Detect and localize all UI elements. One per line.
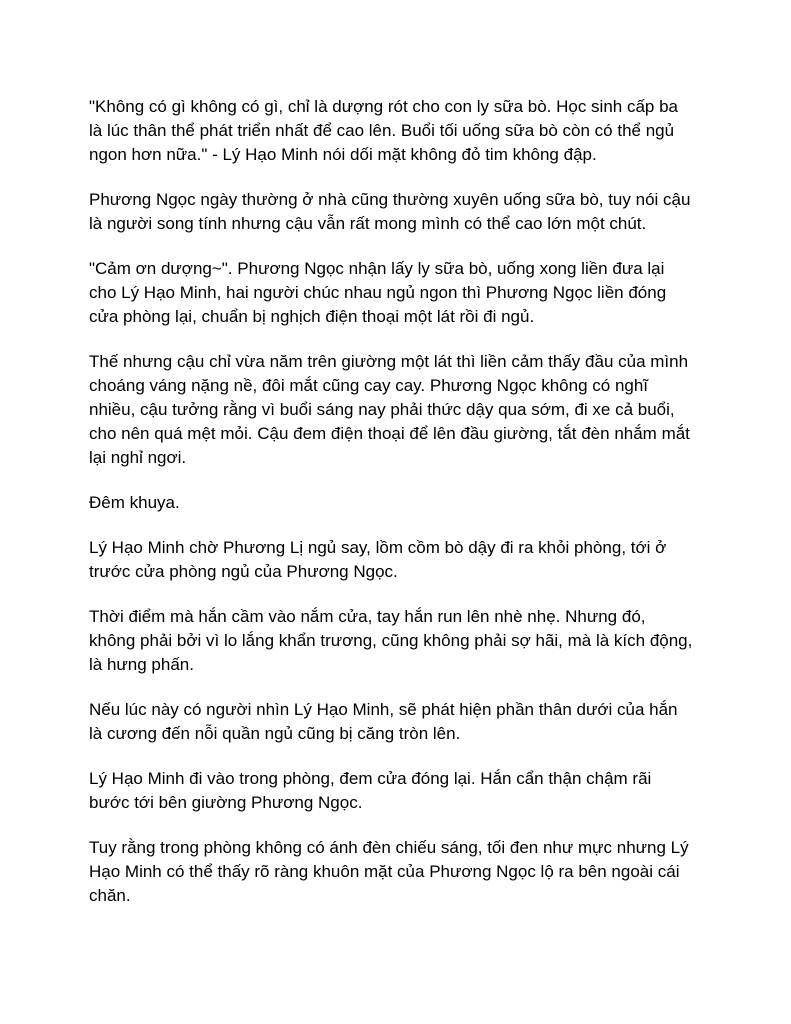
paragraph: Thời điểm mà hắn cầm vào nắm cửa, tay hắn run lên nhè nhẹ. Nhưng đó, không phải bởi vì lo lắng khẩn trương, cũng không phải sợ hãi, mà là kích động, là hưng phấn. — [89, 607, 693, 674]
paragraph: Tuy rằng trong phòng không có ánh đèn chiếu sáng, tối đen như mực nhưng Lý Hạo Minh có thể thấy rõ ràng khuôn mặt của Phương Ngọc lộ ra bên ngoài cái chăn. — [89, 838, 689, 905]
paragraph: Thế nhưng cậu chỉ vừa năm trên giường một lát thì liền cảm thấy đầu của mình choáng váng nặng nề, đôi mắt cũng cay cay. Phương Ngọc không có nghĩ nhiều, cậu tưởng rằng vì buổi sáng nay phải thức dậy qua sớm, đi xe cả buổi, cho nên quá mệt mỏi. Cậu đem điện thoại để lên đầu giường, tắt đèn nhắm mắt lại nghỉ ngơi. — [89, 352, 690, 467]
paragraph: Đêm khuya. — [89, 493, 180, 512]
paragraph: Lý Hạo Minh đi vào trong phòng, đem cửa đóng lại. Hắn cẩn thận chậm rãi bước tới bên giường Phương Ngọc. — [89, 769, 652, 812]
paragraph: Phương Ngọc ngày thường ở nhà cũng thường xuyên uống sữa bò, tuy nói cậu là người song tính nhưng cậu vẫn rất mong mình có thể cao lớn một chút. — [89, 190, 691, 233]
paragraph: Nếu lúc này có người nhìn Lý Hạo Minh, sẽ phát hiện phần thân dưới của hắn là cương đến nỗi quần ngủ cũng bị căng tròn lên. — [89, 700, 678, 743]
paragraph: "Không có gì không có gì, chỉ là dượng rót cho con ly sữa bò. Học sinh cấp ba là lúc thân thể phát triển nhất để cao lên. Buổi tối uống sữa bò còn có thể ngủ ngon hơn nữa." - Lý Hạo Minh nói dối mặt không đỏ tim không đập. — [89, 97, 679, 164]
paragraph: "Cảm ơn dượng~". Phương Ngọc nhận lấy ly sữa bò, uống xong liền đưa lại cho Lý Hạo Minh, hai người chúc nhau ngủ ngon thì Phương Ngọc liền đóng cửa phòng lại, chuẩn bị nghịch điện thoại một lát rồi đi ngủ. — [89, 259, 667, 326]
text-content — [89, 95, 693, 929]
paragraph: Lý Hạo Minh chờ Phương Lị ngủ say, lồm cồm bò dậy đi ra khỏi phòng, tới ở trước cửa phòng ngủ của Phương Ngọc. — [89, 538, 667, 581]
